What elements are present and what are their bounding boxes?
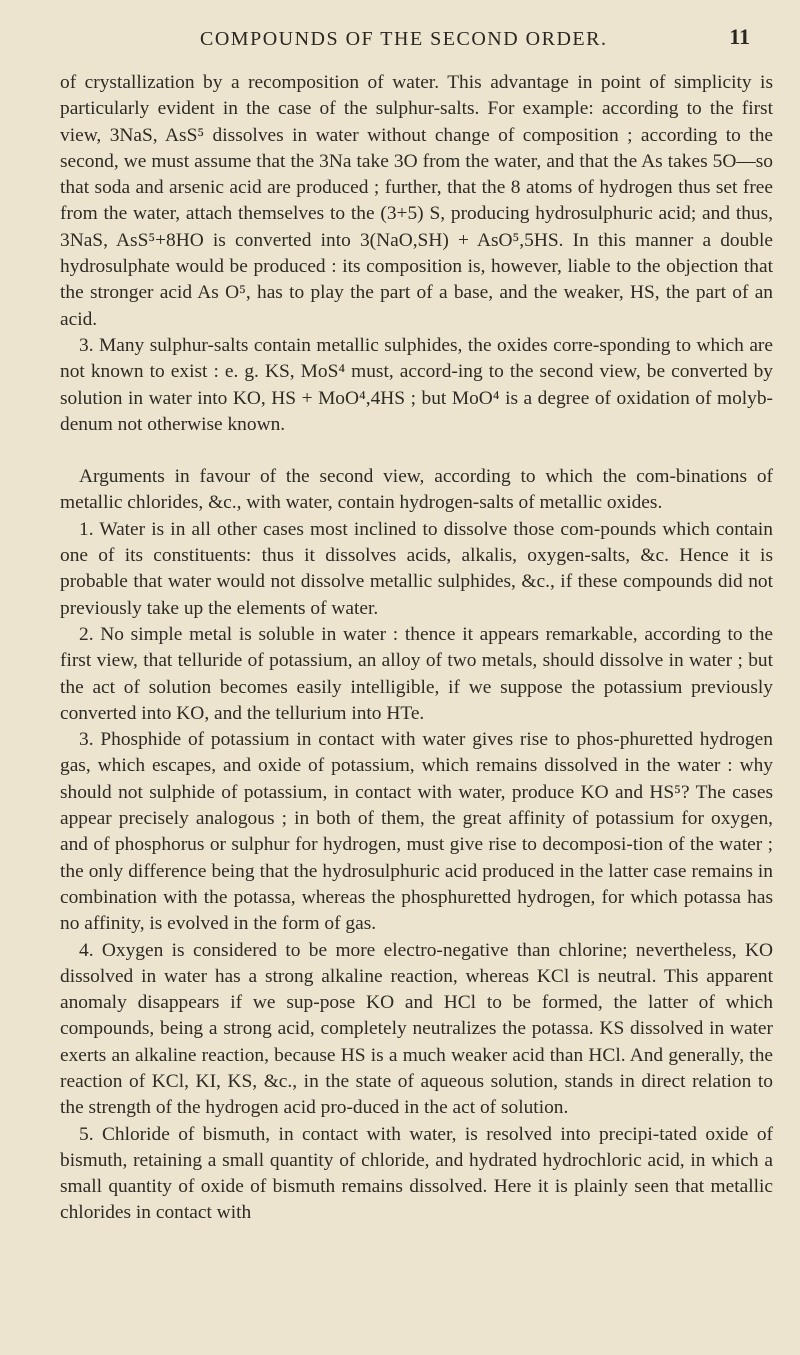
page-header <box>60 22 760 52</box>
paragraph-point-1: 1. Water is in all other cases most inclined to dissolve those com-pounds which contain one of its constituents: thus it dissolves acids, alkalis, oxygen-salts, &c. Hence it is probable that water would not dissolve metallic sulphides, &c., if these compounds did not previously take up the elements of water. <box>60 518 773 619</box>
paragraph-point-2: 2. No simple metal is soluble in water : thence it appears remarkable, according to the first view, that telluride of potassium, an alloy of two metals, should dissolve in water ; but the act of solution becomes easily intelligible, if we suppose the potassium previously converted into KO, and the tellurium into HTe. <box>60 623 773 724</box>
section-heading-arguments: Arguments in favour of the second view, according to which the com-binations of metallic chlorides, &c., with water, contain hydrogen-salts of metallic oxides. <box>60 466 773 514</box>
running-head: COMPOUNDS OF THE SECOND ORDER. <box>200 28 608 50</box>
paragraph-continued: of crystallization by a recomposition of water. This advantage in point of simplicity is particularly evident in the case of the sulphur-salts. For example: according to the first view, 3NaS, AsS⁵ dissolves in water without change of composition ; according to the second, we must assume that the 3Na take 3O from the water, and that the As takes 5O—so that soda and arsenic acid are produced ; further, that the 8 atoms of hydrogen thus set free from the water, attach themselves to the (3+5) S, producing hydrosulphuric acid; and thus, 3NaS, AsS⁵+8HO is converted into 3(NaO,SH) + AsO⁵,5HS. In this manner a double hydrosulphate would be produced : its composition is, however, liable to the objection that the stronger acid As O⁵, has to play the part of a base, and the weaker, HS, the part of an acid. <box>60 72 773 330</box>
paragraph-point-5: 5. Chloride of bismuth, in contact with water, is resolved into precipi-tated oxide of bismuth, retaining a small quantity of chloride, and hydrated hydrochloric acid, in which a small quantity of oxide of bismuth remains dissolved. Here it is plainly seen that metallic chlorides in contact with <box>60 1123 773 1224</box>
page-number: 11 <box>729 24 750 49</box>
paragraph-point-3: 3. Many sulphur-salts contain metallic sulphides, the oxides corre-sponding to which are not known to exist : e. g. KS, MoS⁴ must, accord-ing to the second view, be converted by solution in water into KO, HS + MoO⁴,4HS ; but MoO⁴ is a degree of oxidation of molyb-denum not otherwise known. <box>60 334 773 435</box>
paragraph-point-4: 4. Oxygen is considered to be more electro-negative than chlorine; nevertheless, KO dissolved in water has a strong alkaline reaction, whereas KCl is neutral. This apparent anomaly disappears if we sup-pose KO and HCl to be formed, the latter of which compounds, being a strong acid, completely neutralizes the potassa. KS dissolved in water exerts an alkaline reaction, because HS is a much weaker acid than HCl. And generally, the reaction of KCl, KI, KS, &c., in the state of aqueous solution, stands in direct relation to the strength of the hydrogen acid pro-duced in the act of solution. <box>60 939 773 1119</box>
paragraph-point-3b: 3. Phosphide of potassium in contact with water gives rise to phos-phuretted hydrogen gas, which escapes, and oxide of potassium, which remains dissolved in the water : why should not sulphide of potassium, in contact with water, produce KO and HS⁵? The cases appear precisely analogous ; in both of them, the great affinity of potassium for oxygen, and of phosphorus or sulphur for hydrogen, must give rise to decomposi-tion of the water ; the only difference being that the hydrosulphuric acid produced in the latter case remains in combination with the potassa, whereas the phosphuretted hydrogen, for which potassa has no affinity, is evolved in the form of gas. <box>60 729 773 935</box>
body-text <box>60 70 773 1227</box>
